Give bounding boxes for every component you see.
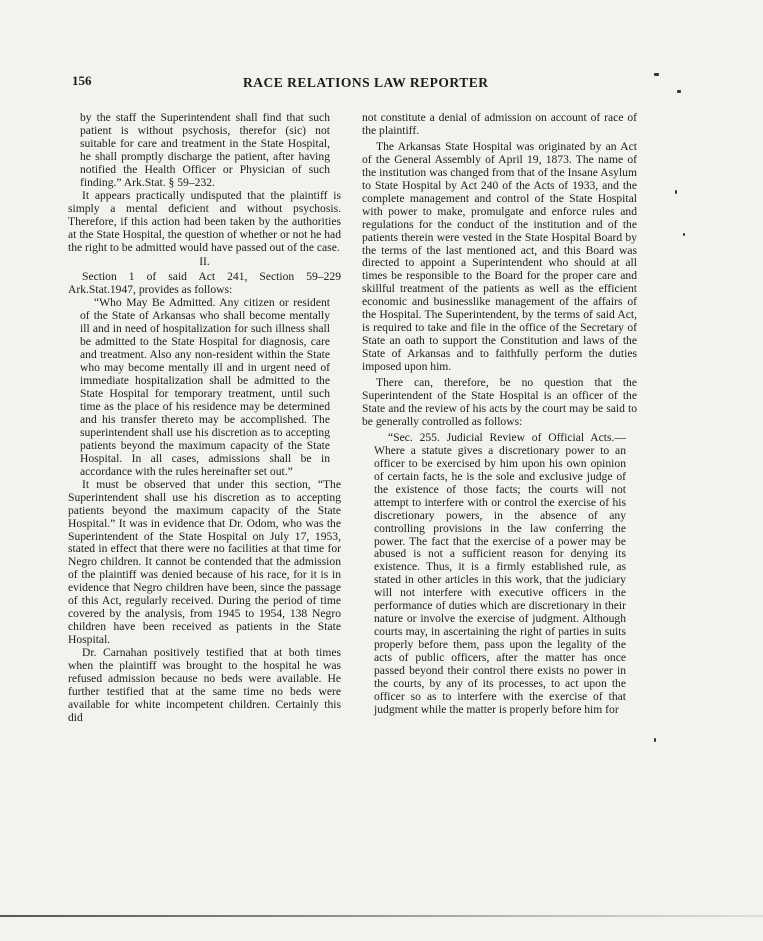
page-header: [0, 73, 763, 93]
scan-mark: [654, 738, 656, 742]
scan-mark: [683, 233, 685, 236]
paragraph: It must be observed that under this section, “The Superintendent shall use his discretion as to accepting patients beyond the maximum capacity of the State Hospital.” It was in evidence that Dr. Odom, who was the Superintendent of the State Hospital on July 17, 1953, stated in effect that there were no facilities at that time for Negro children. It cannot be contended that the admission of the plaintiff was denied because of his race, for it is in evidence that Negro children have been, since the passage of this Act, regularly received. During the period of time covered by the analysis, from 1945 to 1954, 138 Negro children have been received as patients in the State Hospital.: [68, 477, 341, 647]
left-column: [68, 112, 341, 725]
paragraph: Dr. Carnahan positively testified that at both times when the plaintiff was brought to the hospital he was refused admission because no beds were available. He further testified that at the same time no beds were available for white incompetent children. Certainly this did: [68, 646, 341, 724]
statute-quote: “Who May Be Admitted. Any citizen or resident of the State of Arkansas who shall become mentally ill and in need of hospitalization for such illness shall be admitted to the State Hospital for diagnosis, care and treatment. Also any non-resident within the State who may become mentally ill and in urgent need of immediate hospitalization shall be admitted to the State Hospital for temporary treatment, until such time as the place of his residence may be determined and his transfer thereto may be accomplished. The superintendent shall use his discretion as to accepting patients beyond the maximum capacity of the State Hospital. In all cases, admissions shall be in accordance with the rules hereinafter set out.”: [80, 296, 330, 478]
running-title: RACE RELATIONS LAW REPORTER: [243, 75, 489, 90]
paragraph-continued: not constitute a denial of admission on account of race of the plaintiff.: [362, 111, 637, 137]
scan-mark: [677, 90, 681, 93]
scan-mark: [654, 73, 659, 76]
statute-quote-continued: by the staff the Superintendent shall find that such patient is without psychosis, therefor (sic) not suitable for care and treatment in the State Hospital, he shall promptly discharge the patient, after having notified the Health Officer or Physician of such finding.” Ark.Stat. § 59–232.: [80, 111, 330, 189]
section-heading: II.: [199, 255, 210, 269]
scan-mark: [675, 190, 677, 194]
right-column: [362, 112, 637, 717]
paragraph: The Arkansas State Hospital was originated by an Act of the General Assembly of April 19, 1873. The name of the institution was changed from that of the Insane Asylum to State Hospital by Act 240 of the Acts of 1933, and the complete management and control of the State Hospital with power to make, promulgate and enforce rules and regulations for the conduct of the institution and of the patients therein were vested in the State Hospital Board by the terms of the last mentioned act, and this Board was directed to appoint a Superintendent who should at all times be responsible to the Board for the proper care and skillful treatment of the patients as well as the efficient economic and businesslike management of the affairs of the Hospital. The Superintendent, by the terms of said Act, is required to take and file in the office of the Secretary of State an oath to support the Constitution and laws of the State of Arkansas and to faithfully perform the duties imposed upon him.: [362, 139, 637, 374]
page-number: 156: [72, 73, 92, 88]
paragraph: It appears practically undisputed that the plaintiff is simply a mental deficient and without psychosis. Therefore, if this action had been taken by the authorities at the State Hospital, the question of whether or not he had the right to be admitted would have passed out of the case.: [68, 188, 341, 254]
scan-edge-line: [0, 915, 763, 917]
paragraph: Section 1 of said Act 241, Section 59–229 Ark.Stat.1947, provides as follows:: [68, 270, 341, 297]
paragraph: There can, therefore, be no question that the Superintendent of the State Hospital is an officer of the State and the review of his acts by the court may be said to be generally controlled as follows:: [362, 376, 637, 428]
treatise-quote: “Sec. 255. Judicial Review of Official Acts.—Where a statute gives a discretionary power to an officer to be exercised by him upon his own opinion of certain facts, he is the sole and exclusive judge of the existence of those facts; the courts will not attempt to interfere with or control the exercise of his discretionary powers, in the absence of any controlling provisions in the law conferring the power. The fact that the exercise of a power may be abused is not a sufficient reason for denying its existence. Thus, it is a firmly established rule, as stated in other articles in this work, that the judiciary will not interfere with executive officers in the performance of duties which are discretionary in their nature or involve the exercise of judgment. Although courts may, in ascertaining the right of parties in suits properly before them, pass upon the legality of the acts of public officers, after the matter has once passed beyond their control there exists no power in the courts, by any of its processes, to act upon the officer so as to interfere with the exercise of that judgment while the matter is properly before him for: [374, 430, 626, 716]
